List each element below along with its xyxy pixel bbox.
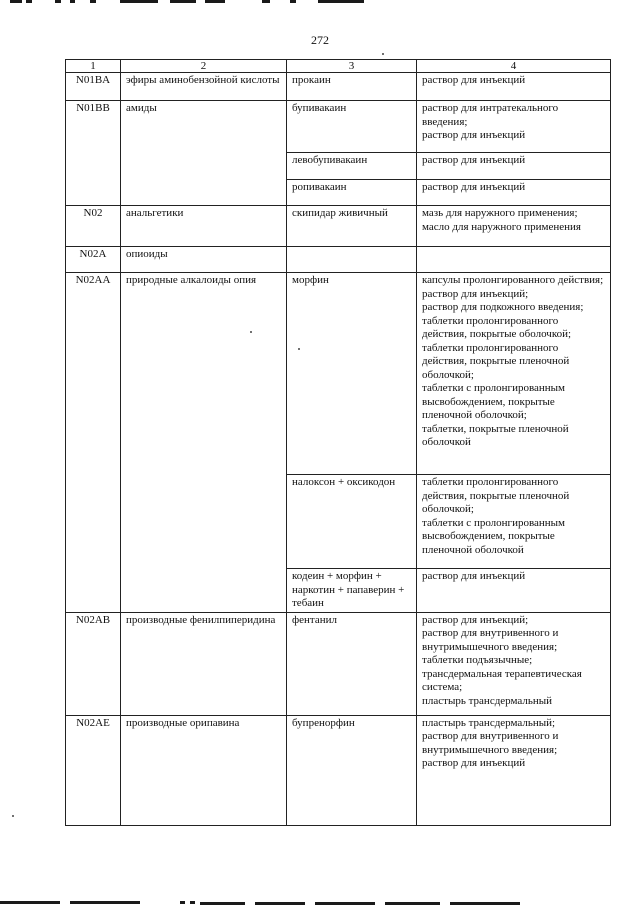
- atc-code: N01BB: [66, 101, 121, 206]
- drug-name: морфин: [287, 273, 417, 475]
- atc-code: N02A: [66, 247, 121, 273]
- dosage-forms: раствор для инъекций: [417, 153, 611, 180]
- dosage-forms: раствор для интратекального введения; раствор для инъекций: [417, 101, 611, 153]
- column-header: 1: [66, 60, 121, 73]
- drug-name: [287, 247, 417, 273]
- table-row: [66, 73, 611, 101]
- table-row: [66, 247, 611, 273]
- drug-name: бупренорфин: [287, 715, 417, 825]
- atc-code: N01BA: [66, 73, 121, 101]
- group-name: опиоиды: [121, 247, 287, 273]
- drug-table: [65, 59, 611, 826]
- drug-name: фентанил: [287, 612, 417, 715]
- dosage-forms: капсулы пролонгированного действия; раствор для инъекций; раствор для подкожного введения; таблетки пролонгированного действия, покрытые оболочкой; таблетки пролонгированного действия, покрытые пленочной оболочкой; таблетки с пролонгированным высвобождением, покрытые пленочной оболочкой; таблетки, покрытые пленочной оболочкой: [417, 273, 611, 475]
- drug-name: прокаин: [287, 73, 417, 101]
- dosage-forms: раствор для инъекций; раствор для внутривенного и внутримышечного введения; таблетки подъязычные; трансдермальная терапевтическая система; пластырь трансдермальный: [417, 612, 611, 715]
- table-row: [66, 273, 611, 475]
- column-header: 3: [287, 60, 417, 73]
- scan-speck: [12, 815, 14, 817]
- dosage-forms: [417, 247, 611, 273]
- drug-name: левобупивакаин: [287, 153, 417, 180]
- group-name: анальгетики: [121, 206, 287, 247]
- dosage-forms: мазь для наружного применения; масло для наружного применения: [417, 206, 611, 247]
- dosage-forms: пластырь трансдермальный; раствор для внутривенного и внутримышечного введения; раствор для инъекций: [417, 715, 611, 825]
- group-name: эфиры аминобензойной кислоты: [121, 73, 287, 101]
- atc-code: N02AA: [66, 273, 121, 613]
- drug-name: скипидар живичный: [287, 206, 417, 247]
- drug-name: кодеин + морфин + наркотин + папаверин + тебаин: [287, 569, 417, 613]
- dosage-forms: раствор для инъекций: [417, 73, 611, 101]
- scan-edge-bottom: [0, 897, 640, 905]
- drug-name: ропивакаин: [287, 180, 417, 206]
- scan-edge-top: [0, 0, 640, 8]
- atc-code: N02AE: [66, 715, 121, 825]
- atc-code: N02AB: [66, 612, 121, 715]
- table-row: [66, 715, 611, 825]
- page-number: 272: [311, 33, 329, 47]
- group-name: производные фенилпиперидина: [121, 612, 287, 715]
- drug-name: налоксон + оксикодон: [287, 475, 417, 569]
- dosage-forms: раствор для инъекций: [417, 569, 611, 613]
- group-name: природные алкалоиды опия: [121, 273, 287, 613]
- scan-speck: [382, 53, 384, 55]
- table-row: [66, 101, 611, 153]
- atc-code: N02: [66, 206, 121, 247]
- drug-name: бупивакаин: [287, 101, 417, 153]
- table-header-row: [66, 60, 611, 73]
- dosage-forms: таблетки пролонгированного действия, покрытые пленочной оболочкой; таблетки с пролонгированным высвобождением, покрытые пленочной оболочкой: [417, 475, 611, 569]
- column-header: 4: [417, 60, 611, 73]
- group-name: амиды: [121, 101, 287, 206]
- column-header: 2: [121, 60, 287, 73]
- table-row: [66, 206, 611, 247]
- dosage-forms: раствор для инъекций: [417, 180, 611, 206]
- table-row: [66, 612, 611, 715]
- group-name: производные орипавина: [121, 715, 287, 825]
